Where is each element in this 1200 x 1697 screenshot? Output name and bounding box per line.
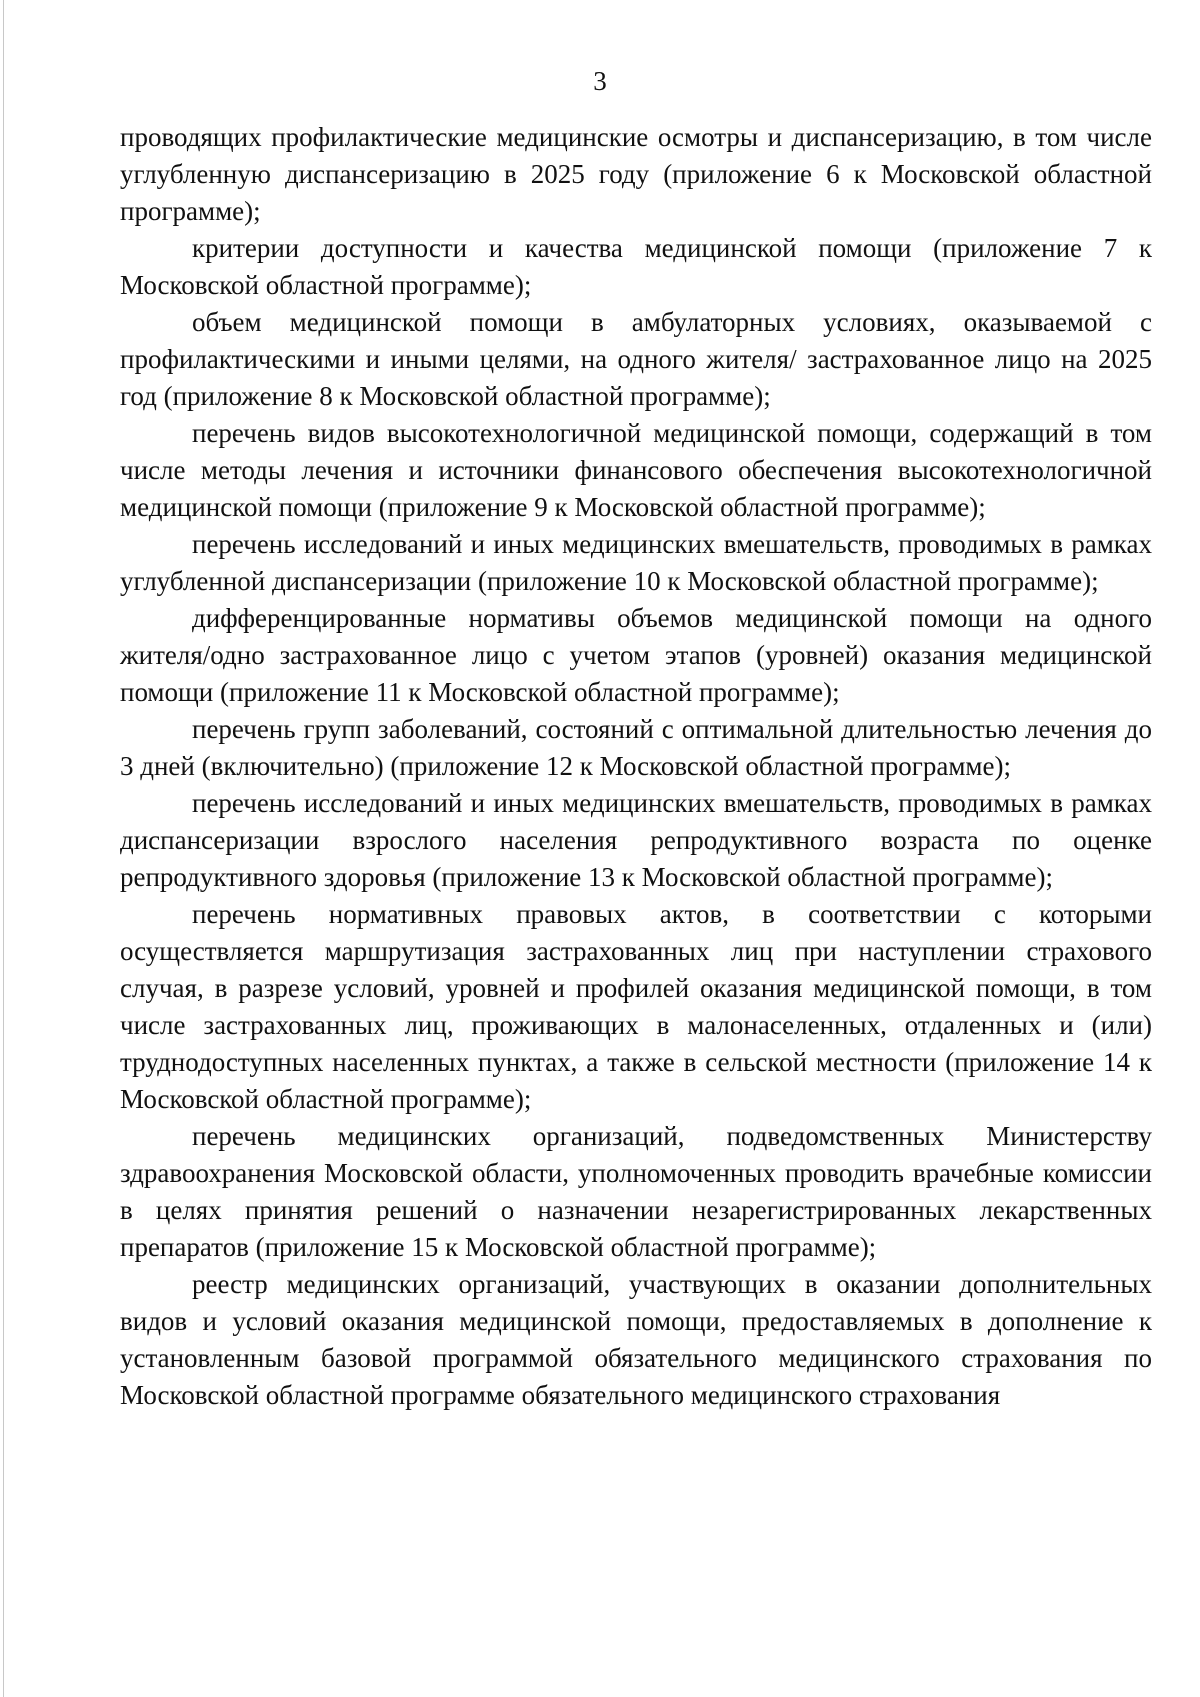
document-body [120, 119, 1152, 1414]
paragraph-reproductive-screening: перечень исследований и иных медицинских вмешательств, проводимых в рамках диспансеризации взрослого населения репродуктивного возраста по оценке репродуктивного здоровья (приложение 13 к Московской областной программе); [120, 788, 1152, 892]
paragraph-continuation: проводящих профилактические медицинские осмотры и диспансеризацию, в том числе углубленную диспансеризацию в 2025 году (приложение 6 к Московской областной программе); [120, 122, 1152, 226]
paragraph-routing-acts: перечень нормативных правовых актов, в соответствии с которыми осуществляется маршрутизация застрахованных лиц при наступлении страхового случая, в разрезе условий, уровней и профилей оказания медицинской помощи, в том числе застрахованных лиц, проживающих в малонаселенных, отдаленных и (или) труднодоступных населенных пунктах, а также в сельской местности (приложение 14 к Московской областной программе); [120, 899, 1152, 1114]
paragraph-medical-commissions: перечень медицинских организаций, подведомственных Министерству здравоохранения Московской области, уполномоченных проводить врачебные комиссии в целях принятия решений о назначении незарегистрированных лекарственных препаратов (приложение 15 к Московской областной программе); [120, 1121, 1152, 1262]
paragraph-criteria: критерии доступности и качества медицинской помощи (приложение 7 к Московской областной программе); [120, 233, 1152, 300]
paragraph-high-tech-list: перечень видов высокотехнологичной медицинской помощи, содержащий в том числе методы лечения и источники финансового обеспечения высокотехнологичной медицинской помощи (приложение 9 к Московской областной программе); [120, 418, 1152, 522]
paragraph-disease-groups: перечень групп заболеваний, состояний с оптимальной длительностью лечения до 3 дней (включительно) (приложение 12 к Московской областной программе); [120, 714, 1152, 781]
paragraph-volume: объем медицинской помощи в амбулаторных условиях, оказываемой с профилактическими и иными целями, на одного жителя/ застрахованное лицо на 2025 год (приложение 8 к Московской областной программе); [120, 307, 1152, 411]
paragraph-differentiated-norms: дифференцированные нормативы объемов медицинской помощи на одного жителя/одно застрахованное лицо с учетом этапов (уровней) оказания медицинской помощи (приложение 11 к Московской областной программе); [120, 603, 1152, 707]
paragraph-registry: реестр медицинских организаций, участвующих в оказании дополнительных видов и условий оказания медицинской помощи, предоставляемых в дополнение к установленным базовой программой обязательного медицинского страхования по Московской областной программе обязательного медицинского страхования [120, 1269, 1152, 1410]
scan-edge-line [3, 0, 4, 1697]
page-number: 3 [593, 66, 607, 96]
paragraph-in-depth-screening: перечень исследований и иных медицинских вмешательств, проводимых в рамках углубленной диспансеризации (приложение 10 к Московской областной программе); [120, 529, 1152, 596]
